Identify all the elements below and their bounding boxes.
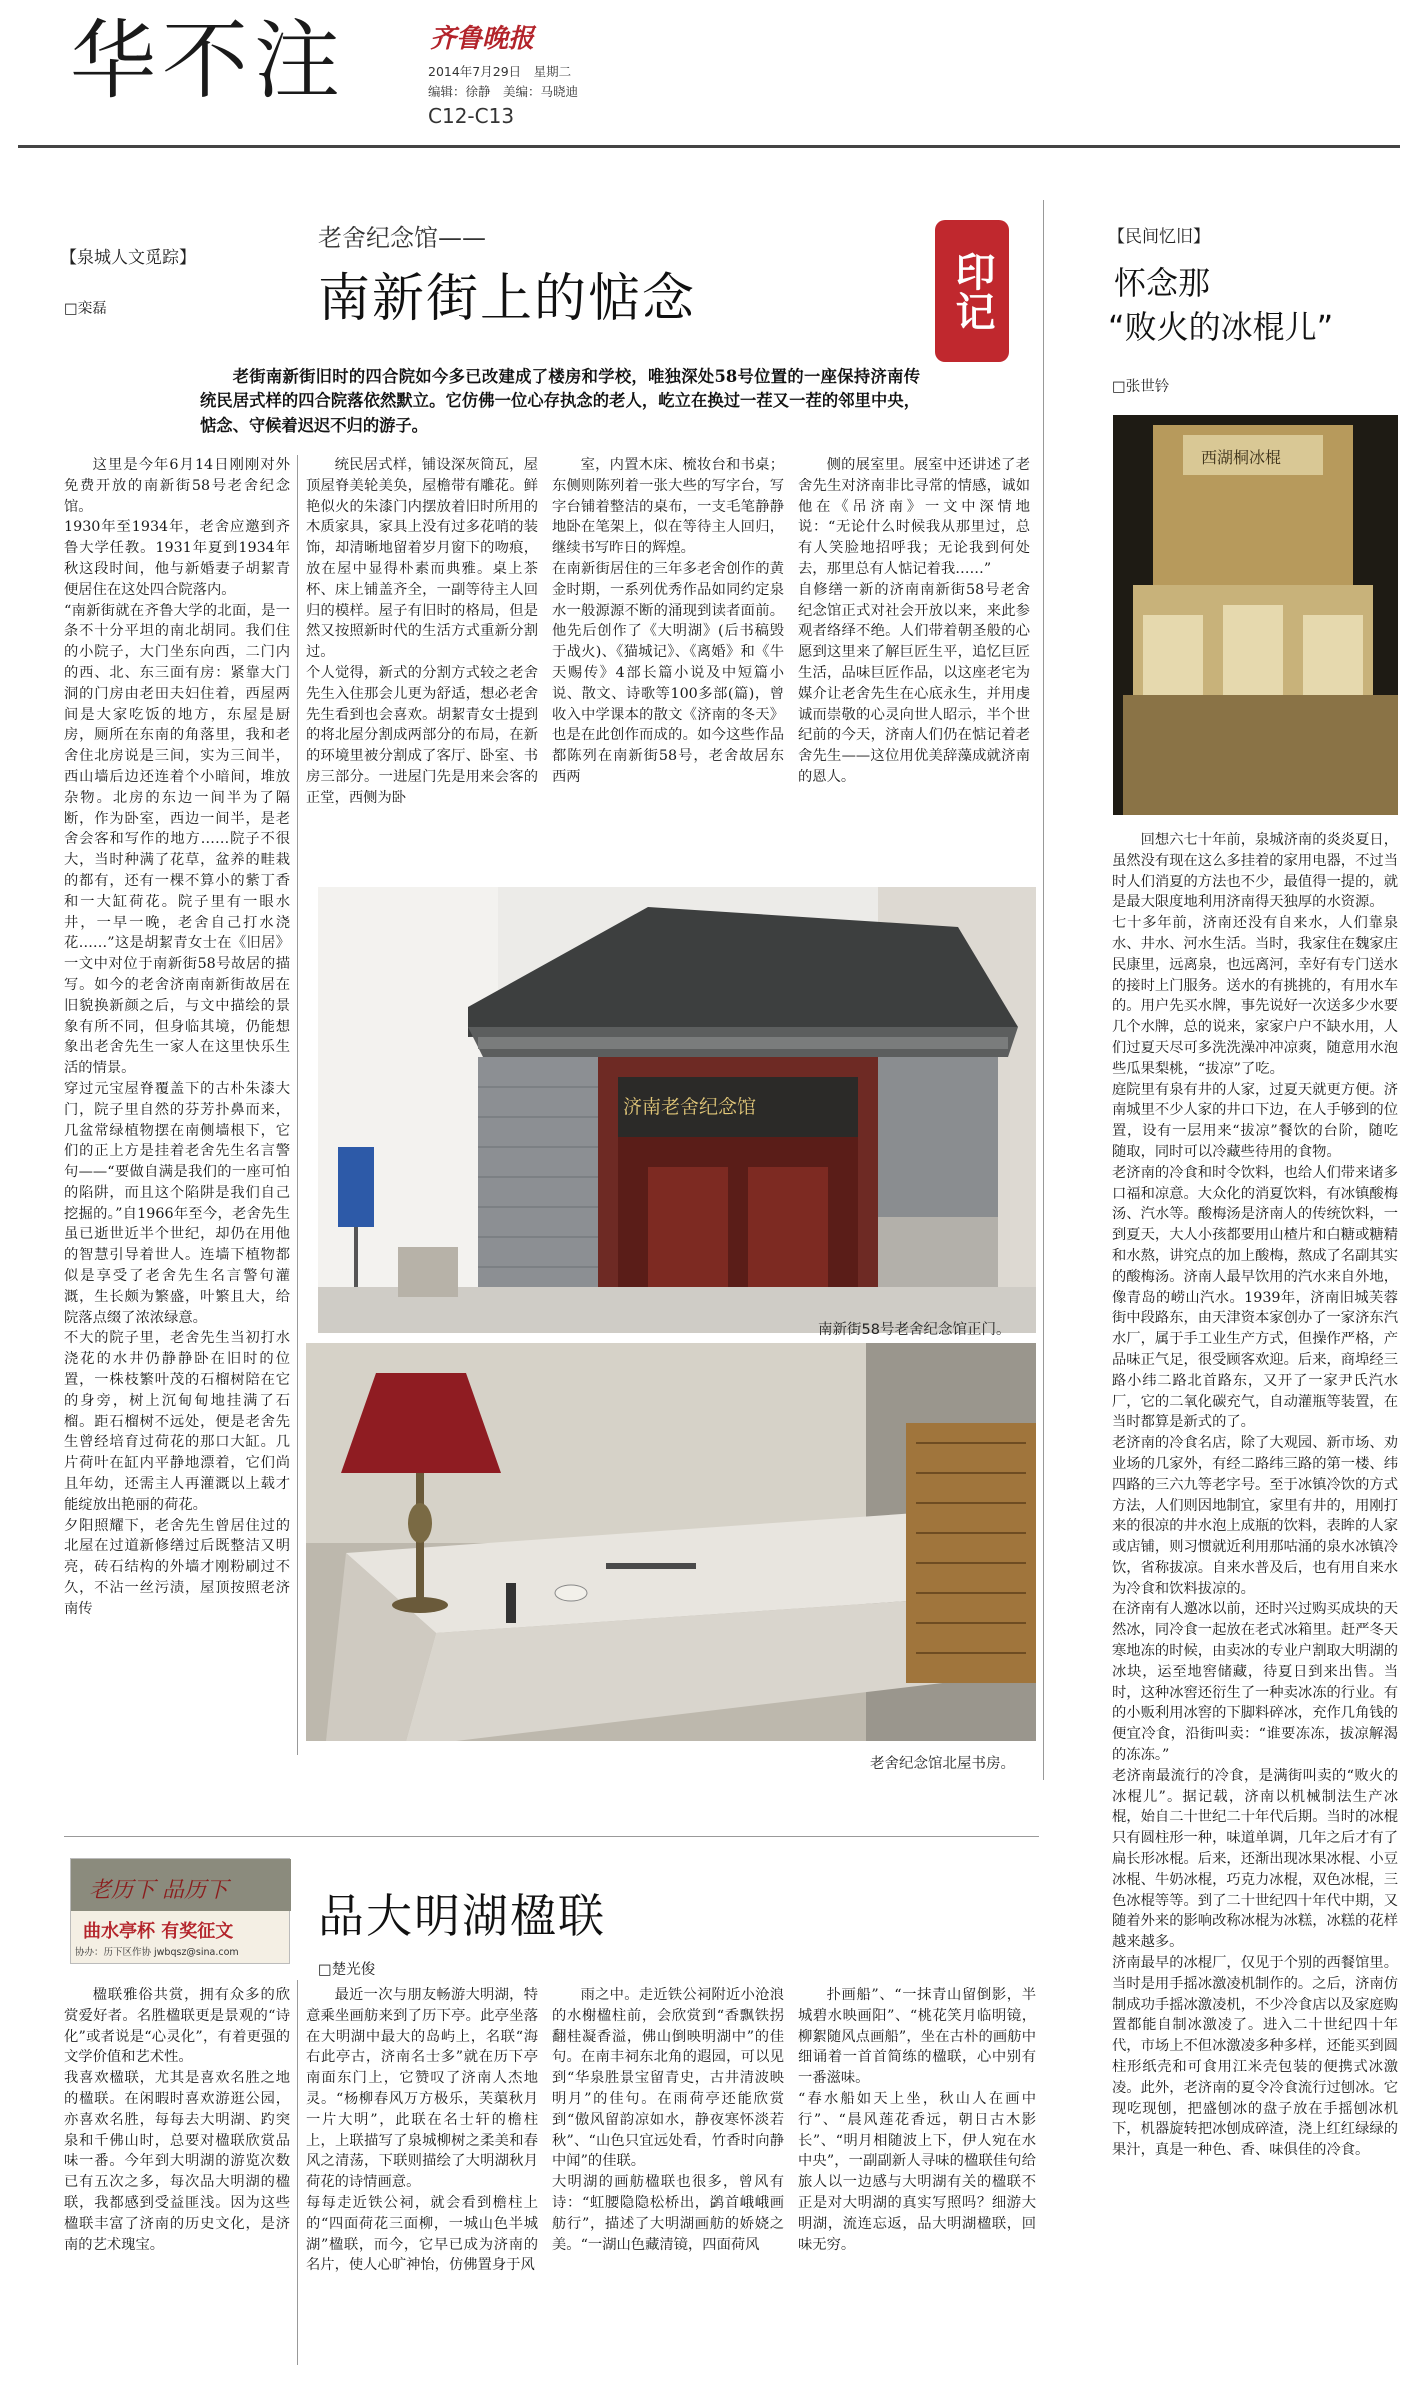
- main-lead: 老街南新街旧时的四合院如今多已改建成了楼房和学校，唯独深处58号位置的一座保持济南传统民居式样的四合院落依然默立。它仿佛一位心存执念的老人，屹立在换过一茬又一茬的邻里中央，惦念、守候着迟迟不归的游子。: [200, 367, 920, 435]
- main-author: □栾磊: [64, 301, 107, 317]
- side-headline-line1: 怀念那: [1114, 264, 1211, 302]
- paper-logo: 齐鲁晚报: [430, 24, 535, 54]
- section-title: 华不注: [70, 11, 346, 111]
- bottom-divider: [64, 1836, 1039, 1837]
- bottom-col-3: 雨之中。走近铁公祠附近小沧浪的水榭楹柱前，会欣赏到“香飘铁拐翻桂凝香溢，佛山倒映明湖中”的佳句。在南丰祠东北角的遐园，可以见到“华泉胜景宝留青史，古井清波映明月”的佳句。在雨荷亭还能欣赏到“傲风留韵凉如水，静夜寒怀淡若秋”、“山色只宜远处看，竹香时向静中闻”的佳联。 大明湖的画舫楹联也很多，曾风有诗：“虹腰隐隐松桥出，鹢首峨峨画舫行”，描述了大明湖画舫的娇娆之美。“一湖山色藏清镜，四面荷风: [552, 1987, 784, 2253]
- bottom-headline: 品大明湖楹联: [318, 1889, 606, 1943]
- side-author: □张世钤: [1112, 379, 1170, 395]
- main-col-2: 统民居式样，铺设深灰筒瓦，屋顶屋脊美轮美奂，屋檐带有雕花。鲜艳似火的朱漆门内摆放着旧时所用的木质家具，家具上没有过多花哨的装饰，却清晰地留着岁月窗下的吻痕，放在屋中显得朴素而典雅。桌上茶杯、床上铺盖齐全，一副等待主人回归的模样。屋子有旧时的格局，但是然又按照新时代的生活方式重新分割过。 个人觉得，新式的分割方式较之老舍先生入住那会儿更为舒适，想必老舍先生看到也会喜欢。胡絜青女士提到的将北屋分割成两部分的布局，在新的环境里被分割成了客厅、卧室、书房三部分。一进屋门先是用来会客的正堂，西侧为卧: [306, 457, 538, 806]
- main-headline: 南新街上的惦念: [318, 269, 697, 329]
- main-col-4: 侧的展室里。展室中还讲述了老舍先生对济南非比寻常的情感，诚如他在《吊济南》一文中深情地说：“无论什么时候我从那里过，总有人笑脸地招呼我；无论我到何处去，那里总有人惦记着我……” 自修缮一新的济南南新街58号老舍纪念馆正式对社会开放以来，来此参观者络绎不绝。人们带着朝圣般的心愿到这里来了解巨匠生平，追忆巨匠生活，品味巨匠作品，以这座老宅为媒介让老舍先生在心底永生，并用虔诚而崇敬的心灵向世人昭示，半个世纪前的今天，济南人们仍在惦记着老舍先生——这位用优美辞藻成就济南的恩人。: [798, 457, 1030, 785]
- study-caption: 老舍纪念馆北屋书房。: [870, 1756, 1015, 1772]
- bottom-author: □楚光俊: [318, 1962, 376, 1978]
- editor-line: 编辑：徐静 美编：马晓迪: [428, 84, 579, 99]
- column-divider: [297, 1980, 298, 2365]
- side-column-tag: 【民间忆旧】: [1108, 227, 1210, 247]
- bottom-col-2: 最近一次与朋友畅游大明湖，特意乘坐画舫来到了历下亭。此亭坐落在大明湖中最大的岛屿上，名联“海右此亭古，济南名士多”就在历下亭南面东门上，它赞叹了济南人杰地灵。“杨柳春风万方极乐，芙蕖秋月一片大明”，此联在名士轩的檐柱上，上联描写了泉城柳树之柔美和春风之清荡，下联则描绘了大明湖秋月荷花的诗情画意。 每每走近铁公祠，就会看到檐柱上的“四面荷花三面柳，一城山色半城湖”楹联，而今，它早已成为济南的名片，使人心旷神怡，仿佛置身于风: [306, 1987, 538, 2274]
- page-range: C12-C13: [428, 104, 515, 128]
- study-illustration: [306, 1343, 1036, 1741]
- gate-caption: 南新街58号老舍纪念馆正门。: [818, 1322, 1011, 1338]
- study-photo: [306, 1343, 1036, 1741]
- gate-photo: [318, 887, 1036, 1333]
- masthead-rule: [18, 145, 1400, 148]
- seal-text: 印记: [949, 251, 995, 331]
- promo-contest: 曲水亭杯 有奖征文: [83, 1921, 234, 1942]
- popsicle-illustration: [1113, 415, 1398, 815]
- promo-sponsor: 协办：历下区作协 jwbqsz@sina.com: [75, 1947, 239, 1958]
- popsicle-photo: [1113, 415, 1398, 815]
- promo-slogan: 老历下 品历下: [89, 1878, 228, 1903]
- column-divider: [297, 455, 298, 1755]
- main-column-tag: 【泉城人文觅踪】: [60, 248, 196, 268]
- side-headline-line2: “败火的冰棍儿”: [1108, 308, 1334, 346]
- seal-stamp: [935, 220, 1009, 362]
- main-kicker: 老舍纪念馆——: [318, 224, 486, 252]
- date-line: 2014年7月29日 星期二: [428, 64, 572, 79]
- popsicle-sign: 西湖桐冰棍: [1201, 448, 1282, 467]
- main-col-3: 室，内置木床、梳妆台和书桌；东侧则陈列着一张大些的写字台，写字台铺着整洁的桌布，一支毛笔静静地卧在笔架上，似在等待主人回归，继续书写昨日的辉煌。 在南新街居住的三年多老舍创作的黄金时期，一系列优秀作品如同约定泉水一般源源不断的涌现到读者面前。他先后创作了《大明湖》(后书稿毁于战火)、《猫城记》、《离婚》和《牛天赐传》4部长篇小说及中短篇小说、散文、诗歌等100多部(篇)，曾收入中学课本的散文《济南的冬天》也是在此创作而成的。如今这些作品都陈列在南新街58号，老舍故居东西两: [552, 457, 784, 785]
- gate-plaque: 济南老舍纪念馆: [623, 1096, 757, 1118]
- essay-contest-badge: [70, 1858, 290, 1964]
- bottom-col-4: 扑画船”、“一抹青山留倒影，半城碧水映画阳”、“桃花笑月临明镜，柳絮随风点画船”，坐在古朴的画舫中细诵着一首首简练的楹联，心中别有一番滋味。 “春水船如天上坐，秋山人在画中行”、“晨风莲花香远，朝日古木影长”、“明月相随波上下，伊人宛在水中央”，一副副新人寻味的楹联佳句给旅人以一边感与大明湖有关的楹联不正是对大明湖的真实写照吗？细游大明湖，流连忘返，品大明湖楹联，回味无穷。: [798, 1987, 1036, 2253]
- main-col-1: 这里是今年6月14日刚刚对外免费开放的南新街58号老舍纪念馆。 1930年至1934年，老舍应邀到齐鲁大学任教。1931年夏到1934年秋这段时间，他与新婚妻子胡絜青便居住在这处四合院落内。 “南新街就在齐鲁大学的北面，是一条不十分平坦的南北胡同。我们住的小院子，大门坐东向西，二门内的西、北、东三面有房：紧靠大门洞的门房由老田夫妇住着，西屋两间是大家吃饭的地方，东屋是厨房，厕所在东南的角落里，我和老舍住北房说是三间，实为三间半，西山墙后边还连着个小暗间，堆放杂物。北房的东边一间半为了隔断，作为卧室，西边一间半，是老舍会客和写作的地方……院子不很大，当时种满了花草，盆养的畦栽的都有，还有一棵不算小的紫丁香和一大缸荷花。院子里有一眼水井，一早一晚，老舍自己打水浇花……”这是胡絜青女士在《旧居》一文中对位于南新街58号故居的描写。如今的老舍济南南新街故居在旧貌换新颜之后，与文中描绘的景象有所不同，但身临其境，仍能想象出老舍先生一家人在这里快乐生活的情景。 穿过元宝屋脊覆盖下的古朴朱漆大门，院子里自然的芬芳扑鼻而来，几盆常绿植物摆在南侧墙根下，它们的正上方是挂着老舍先生名言警句——“要做自满是我们的一座可怕的陷阱，而且这个陷阱是我们自己挖掘的。”自1966年至今，老舍先生虽已逝世近半个世纪，却仍在用他的智慧引导着世人。连墙下植物都似是享受了老舍先生名言警句灌溉，生长颇为繁盛，叶繁且大，给院落点缀了浓浓绿意。 不大的院子里，老舍先生当初打水浇花的水井仍静静卧在旧时的位置，一株枝繁叶茂的石榴树陪在它的身旁，树上沉甸甸地挂满了石榴。距石榴树不远处，便是老舍先生曾经培育过荷花的那口大缸。几片荷叶在缸内平静地漂着，它们尚且年幼，还需主人再灌溉以上载才能绽放出艳丽的荷花。 夕阳照耀下，老舍先生曾居住过的北屋在过道新修缮过后既整洁又明亮，砖石结构的外墙才刚粉刷过不久，不沾一丝污渍，屋顶按照老济南传: [64, 457, 290, 1617]
- side-body: 回想六七十年前，泉城济南的炎炎夏日，虽然没有现在这么多挂着的家用电器，不过当时人们消夏的方法也不少，最值得一提的，就是最大限度地利用济南得天独厚的水资源。 七十多年前，济南还没有自来水，人们靠泉水、井水、河水生活。当时，我家住在魏家庄民康里，远离泉，也远离河，幸好有专门送水的接时上门服务。送水的有挑挑的，有用水车的。用户先买水牌，事先说好一次送多少水要几个水牌，总的说来，家家户户不缺水用，人们过夏天尽可多洗洗澡冲冲凉爽，随意用水泡些瓜果梨桃，“拔凉”了吃。 庭院里有泉有井的人家，过夏天就更方便。济南城里不少人家的井口下边，在人手够到的位置，设有一层用来“拔凉”餐饮的台阶，随吃随取，同时可以冷藏些待用的食物。 老济南的冷食和时令饮料，也给人们带来诸多口福和凉意。大众化的消夏饮料，有冰镇酸梅汤、汽水等。酸梅汤是济南人的传统饮料，一到夏天，大人小孩都要用山楂片和白糖或糖精和水熬，讲究点的加上酸梅，熬成了名副其实的酸梅汤。济南人最早饮用的汽水来自外地，像青岛的崂山汽水。1939年，济南旧城芙蓉街中段路东，由天津资本家创办了一家济东汽水厂，属于手工业生产方式，但操作严格，产品味正气足，很受顾客欢迎。后来，商埠经三路小纬二路北首路东，又开了一家尹氏汽水厂，它的二氧化碳充气，自动灌瓶等装置，在当时都算是新式的了。 老济南的冷食名店，除了大观园、新市场、劝业场的几家外，有经二路纬三路的第一楼、纬四路的三六九等老字号。至于冰镇冷饮的方式方法，人们则因地制宜，家里有井的，用刚打来的很凉的井水泡上成瓶的饮料，表眸的人家或店铺，则习惯就近利用那咕涌的泉水冰镇冷饮，省称拔凉。自来水普及后，也有用自来水为冷食和饮料拔凉的。 在济南有人邀冰以前，还时兴过购买成块的天然冰，同冷食一起放在老式冰箱里。赶严冬天寒地冻的时候，由卖冰的专业户割取大明湖的冰块，运至地窖储藏，待夏日到来出售。当时，这种冰窖还衍生了一种卖冰冻的行业。有的小贩利用冰窖的下脚料碎冰，充作几角钱的便宜冷食，沿街叫卖：“谁要冻冻，拔凉解渴的冻冻。” 老济南最流行的冷食，是满街叫卖的“败火的冰棍儿”。据记载，济南以机械制法生产冰棍，始自二十世纪二十年代后期。当时的冰棍只有圆柱形一种，味道单调，几年之后才有了扁长形冰棍。后来，还渐出现冰果冰棍、小豆冰棍、牛奶冰棍，巧克力冰棍，双色冰棍，三色冰棍等等。到了二十世纪四十年代中期，又随着外来的影响改称冰棍为冰糕，冰糕的花样越来越多。 济南最早的冰棍厂，仅见于个别的西餐馆里。当时是用手摇冰激凌机制作的。之后，济南仿制成功手摇冰激凌机，不少冷食店以及家庭购置都能自制冰激凌了。进入二十世纪四十年代，市场上不但冰激凌多种多样，还能买到圆柱形纸壳和可食用江米壳包装的便携式冰激凌。此外，老济南的夏令冷食流行过刨冰。它现吃现刨，把盛刨冰的盘子放在手摇刨冰机下，机器旋转把冰刨成碎渣，浇上红红绿绿的果汁，真是一种色、香、味俱佳的冷食。: [1112, 832, 1398, 2159]
- section-divider: [1043, 200, 1044, 1780]
- bottom-col-1: 楹联雅俗共赏，拥有众多的欣赏爱好者。名胜楹联更是景观的“诗化”或者说是“心灵化”，有着更强的文学价值和艺术性。 我喜欢楹联，尤其是喜欢名胜之地的楹联。在闲暇时喜欢游逛公园，亦喜欢名胜，每每去大明湖、趵突泉和千佛山时，总要对楹联欣赏品味一番。今年到大明湖的游览次数已有五次之多，每次品大明湖的楹联，我都感到受益匪浅。因为这些楹联丰富了济南的历史文化，是济南的艺术瑰宝。: [64, 1987, 290, 2253]
